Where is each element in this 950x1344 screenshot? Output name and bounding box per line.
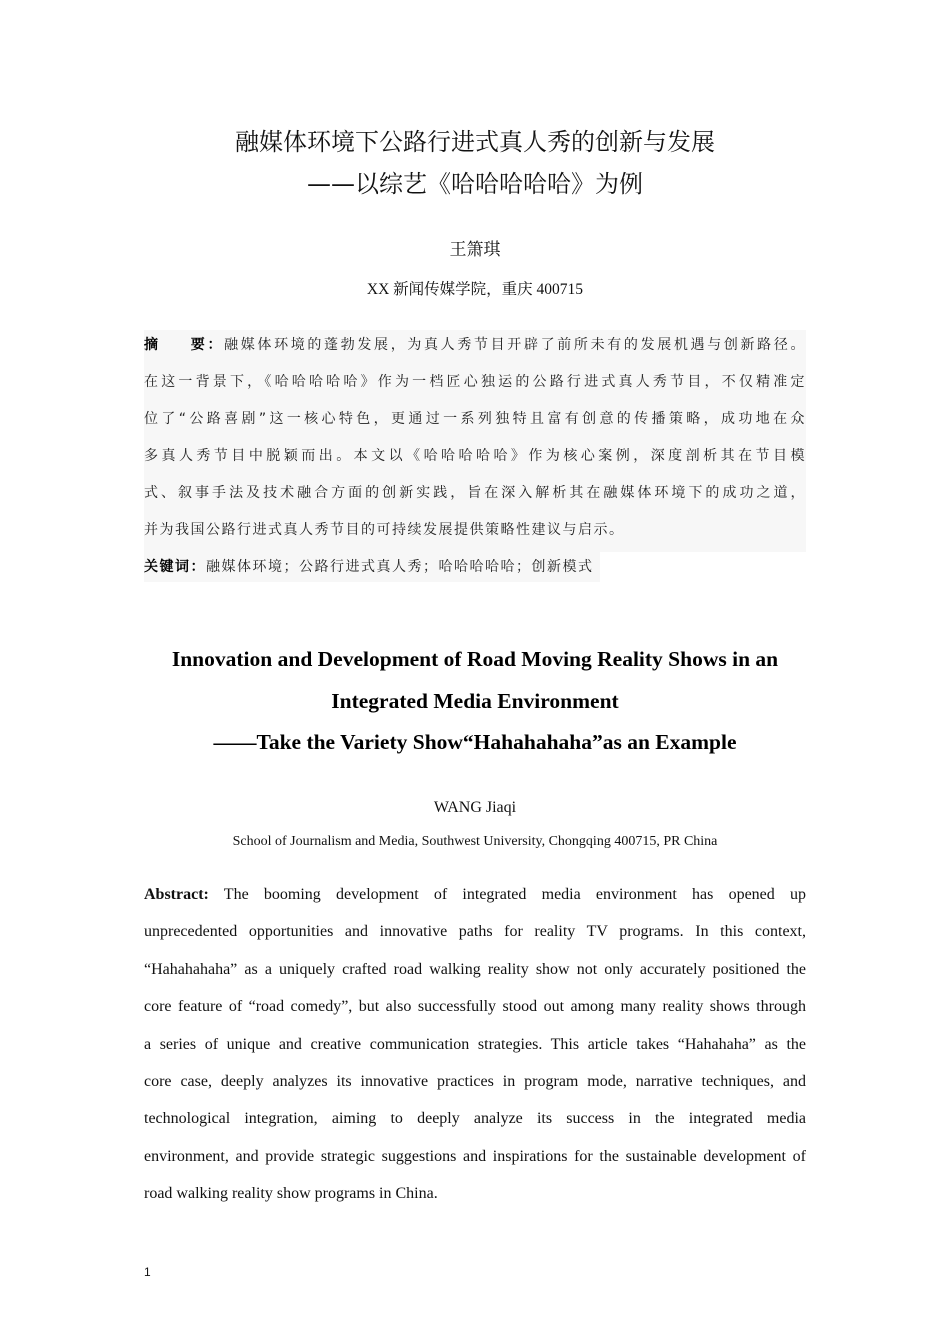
chinese-abstract-line — [144, 330, 806, 367]
page-number: 1 — [144, 1265, 151, 1279]
english-abstract-line: road walking reality show programs in China. — [144, 1185, 438, 1203]
english-title-line-2: Integrated Media Environment — [331, 689, 619, 713]
chinese-abstract-line: 式、叙事手法及技术融合方面的创新实践，旨在深入解析其在融媒体环境下的成功之道， — [144, 485, 806, 501]
english-abstract-line: environment, and provide strategic suggestions and inspirations for the sustainable development of — [144, 1147, 806, 1165]
chinese-title-line-1: 融媒体环境下公路行进式真人秀的创新与发展 — [235, 128, 715, 156]
chinese-keywords-text: 融媒体环境；公路行进式真人秀；哈哈哈哈哈；创新模式 — [206, 559, 594, 575]
english-abstract-line: a series of unique and creative communication strategies. This article takes “Hahahaha” as the — [144, 1035, 806, 1053]
chinese-keywords — [144, 552, 600, 582]
english-affiliation: School of Journalism and Media, Southwest University, Chongqing 400715, PR China — [232, 834, 718, 849]
english-title-line-1: Innovation and Development of Road Moving Reality Shows in an — [171, 647, 779, 671]
english-abstract-line: core feature of “road comedy”, but also successfully stood out among many reality shows through — [144, 998, 806, 1016]
english-abstract-line — [144, 881, 806, 918]
chinese-abstract-label: 摘 要： — [144, 337, 225, 353]
chinese-abstract-line: 并为我国公路行进式真人秀节目的可持续发展提供策略性建议与启示。 — [144, 522, 625, 538]
chinese-abstract — [144, 330, 806, 552]
english-abstract-label: Abstract: — [144, 886, 209, 903]
english-abstract — [144, 881, 806, 1218]
chinese-abstract-line: 多真人秀节目中脱颖而出。本文以《哈哈哈哈哈》作为核心案例，深度剖析其在节目模 — [144, 448, 806, 464]
english-title-line-3: ——Take the Variety Show“Hahahahaha”as an Example — [213, 730, 737, 754]
english-abstract-line: “Hahahahaha” as a uniquely crafted road walking reality show not only accurately positioned the — [144, 960, 806, 978]
english-abstract-text: The booming development of integrated media environment has opened up — [208, 886, 806, 903]
chinese-affiliation: XX 新闻传媒学院，重庆 400715 — [366, 281, 584, 298]
chinese-abstract-line: 位了“公路喜剧”这一核心特色，更通过一系列独特且富有创意的传播策略，成功地在众 — [144, 411, 806, 427]
english-abstract-line: technological integration, aiming to deeply analyze its success in the integrated media — [144, 1110, 806, 1128]
chinese-author: 王箫琪 — [449, 240, 501, 260]
chinese-keywords-label: 关键词： — [144, 559, 206, 575]
english-author: WANG Jiaqi — [433, 799, 517, 816]
chinese-title-line-2: ——以综艺《哈哈哈哈哈》为例 — [307, 170, 643, 198]
chinese-abstract-text: 融媒体环境的蓬勃发展，为真人秀节目开辟了前所未有的发展机遇与创新路径。 — [224, 337, 806, 353]
english-abstract-line: unprecedented opportunities and innovative paths for reality TV programs. In this context, — [144, 923, 806, 941]
chinese-abstract-line: 在这一背景下，《哈哈哈哈哈》作为一档匠心独运的公路行进式真人秀节目，不仅精准定 — [144, 374, 806, 390]
english-abstract-line: core case, deeply analyzes its innovative practices in program mode, narrative techniques, and — [144, 1072, 806, 1090]
